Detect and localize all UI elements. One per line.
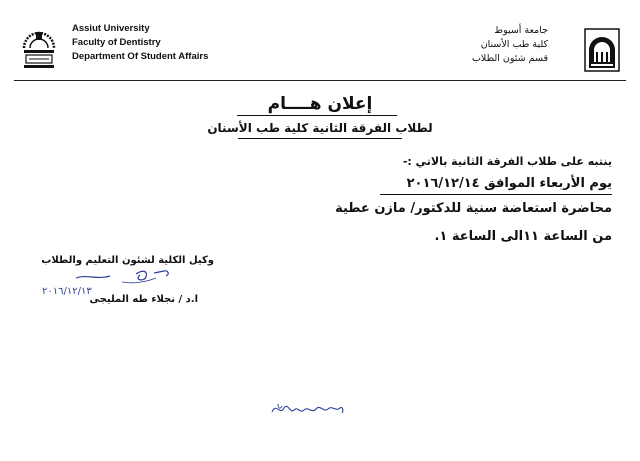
announcement-title: إعلان هــــام — [267, 94, 373, 114]
body-line-date: يوم الأربعاء الموافق ٢٠١٦/١٢/١٤ — [406, 176, 612, 191]
date-underline — [380, 194, 612, 195]
announcement-subtitle: لطلاب الفرقة الثانية كلية طب الأسنان — [207, 121, 433, 135]
english-header — [72, 22, 208, 64]
body-line-notice: ينتبه على طلاب الفرقة الثانية بالاتي :- — [402, 155, 612, 168]
signatory-name: ا.د / نجلاء طه المليجى — [89, 294, 198, 305]
body-line-time: من الساعة ١١الى الساعة ١. — [434, 229, 612, 244]
subtitle-underline — [238, 138, 402, 139]
department-name-ar: قسم شئون الطلاب — [471, 53, 548, 64]
handwritten-date: ٢٠١٦/١٢/١٣ — [42, 286, 92, 297]
arabic-header — [472, 24, 548, 66]
university-name: Assiut University — [72, 23, 150, 34]
body-line-lecture: محاضرة استعاضة سنية للدكتور/ مازن عطية — [335, 201, 612, 216]
university-seal-icon — [584, 28, 620, 72]
signatory-title: وكيل الكلية لشئون التعليم والطلاب — [41, 255, 214, 266]
title-underline — [237, 115, 397, 116]
university-name-ar: جامعة أسيوط — [494, 25, 548, 36]
faculty-name-ar: كلية طب الأسنان — [480, 39, 548, 50]
faculty-logo-icon — [20, 24, 58, 70]
header-divider — [14, 80, 626, 81]
department-name: Department Of Student Affairs — [72, 51, 209, 62]
handwritten-scribble-icon — [268, 398, 348, 420]
faculty-name: Faculty of Dentistry — [72, 37, 161, 48]
